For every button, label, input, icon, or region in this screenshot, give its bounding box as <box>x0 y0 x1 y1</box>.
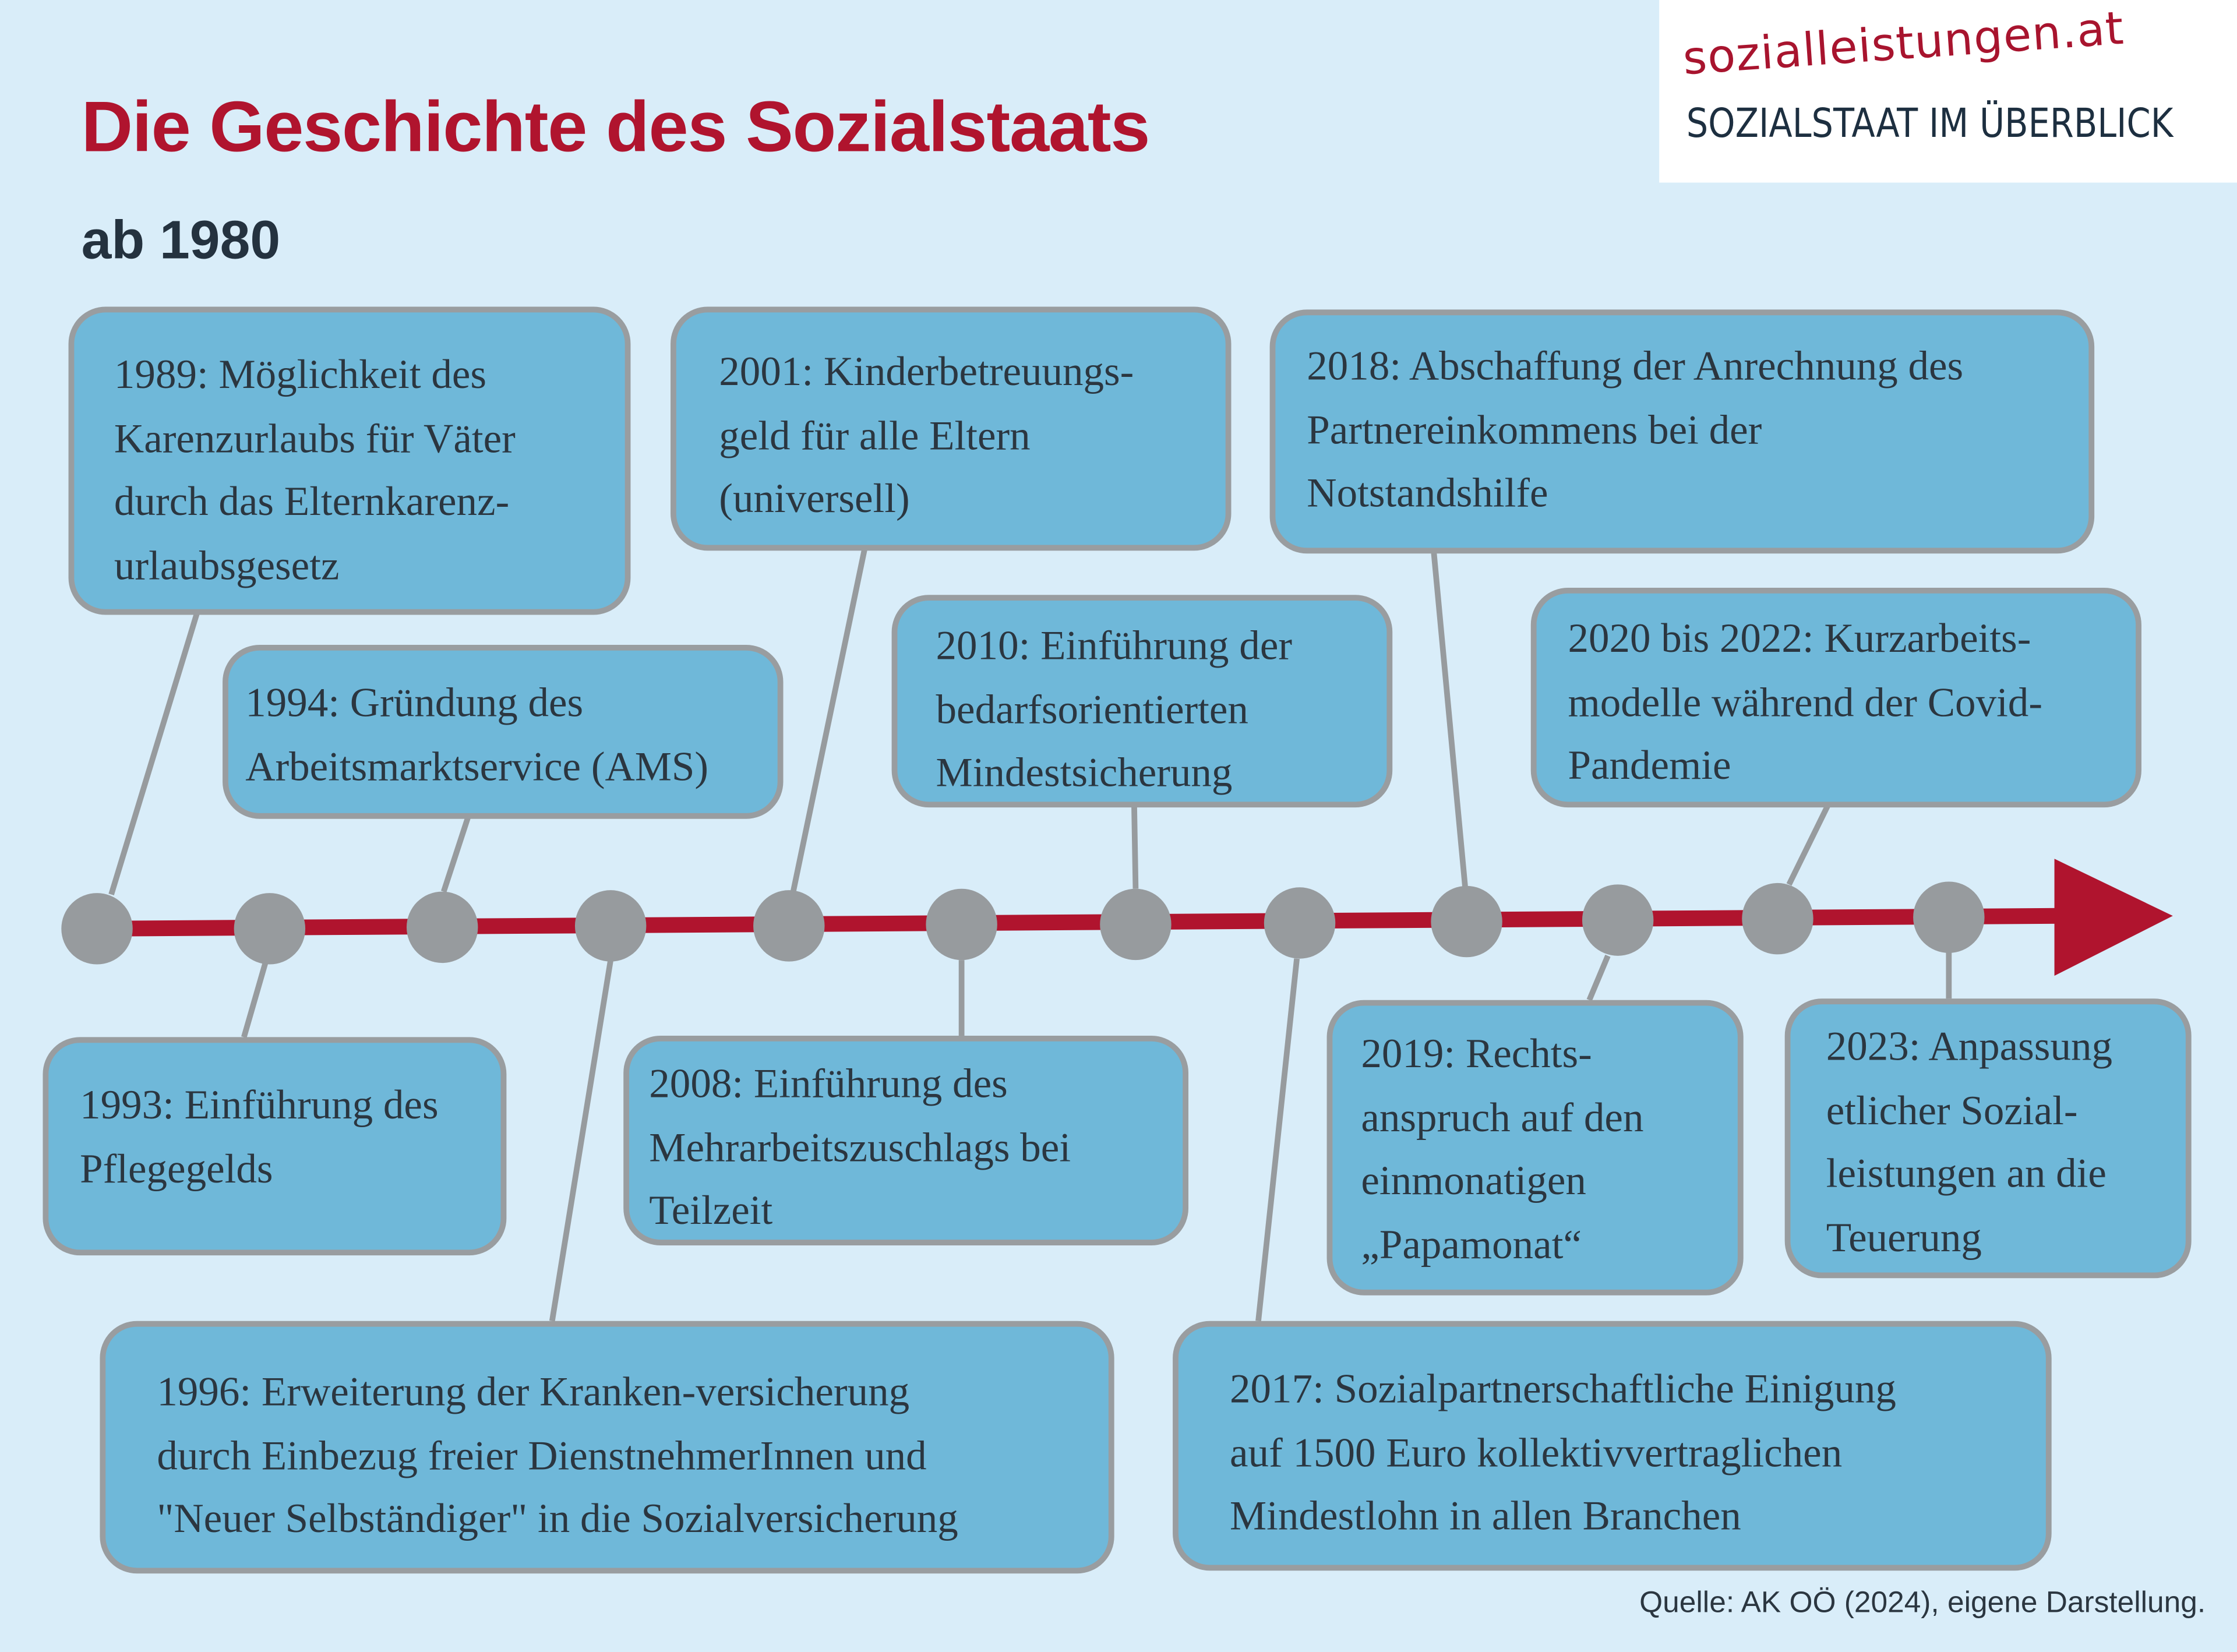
connector-2020 <box>1789 806 1827 885</box>
event-box-2010: 2010: Einführung der bedarfsorientierten Mindestsicherung <box>892 595 1393 807</box>
logo-wordmark: sozialleistungen.at <box>1681 1 2126 86</box>
timeline-dot-2019 <box>1582 884 1653 955</box>
event-box-2019: 2019: Rechts- anspruch auf den einmonatigen „Papamonat“ <box>1327 1000 1744 1296</box>
timeline-dot-1994 <box>407 892 478 963</box>
connector-1989 <box>111 613 197 894</box>
connector-2001 <box>793 549 865 892</box>
event-box-2001: 2001: Kinderbetreuungs- geld für alle Eltern (universell) <box>671 307 1231 551</box>
event-box-2017: 2017: Sozialpartnerschaftliche Einigung auf 1500 Euro kollektivvertraglichen Mindestlohn in allen Branchen <box>1173 1321 2052 1571</box>
event-box-1993: 1993: Einführung des Pflegegelds <box>43 1037 506 1255</box>
connector-2019 <box>1589 956 1608 1000</box>
timeline-arrow-icon <box>2055 859 2173 976</box>
timeline-dot-2018 <box>1431 886 1502 957</box>
timeline-dot-2017 <box>1264 887 1335 958</box>
event-box-2023: 2023: Anpassung etlicher Sozial- leistungen an die Teuerung <box>1785 998 2192 1278</box>
event-box-1994: 1994: Gründung des Arbeitsmarktservice (AMS) <box>223 645 783 819</box>
connector-2010 <box>1134 806 1135 889</box>
connector-1996 <box>552 960 611 1321</box>
connector-1994 <box>444 817 468 891</box>
timeline-dot-1996 <box>575 890 646 961</box>
source-note: Quelle: AK OÖ (2024), eigene Darstellung. <box>1639 1586 2206 1619</box>
page-subtitle: ab 1980 <box>81 211 281 271</box>
timeline-dot-2020 <box>1742 883 1813 954</box>
logo-tagline: SOZIALSTAAT IM ÜBERBLICK <box>1686 100 2174 147</box>
event-box-1996: 1996: Erweiterung der Kranken-versicherung durch Einbezug freier DienstnehmerInnen und "Neuer Selbständiger" in die Sozialversicherung <box>100 1321 1114 1573</box>
timeline-dot-1989 <box>61 893 132 964</box>
connector-1993 <box>244 963 266 1037</box>
event-box-2008: 2008: Einführung des Mehrarbeitszuschlags bei Teilzeit <box>623 1036 1188 1245</box>
page-title: Die Geschichte des Sozialstaats <box>81 87 1150 167</box>
connector-2018 <box>1434 552 1465 888</box>
timeline-dot-1993 <box>234 893 305 964</box>
timeline-dot-2023 <box>1913 881 1984 952</box>
event-box-1989: 1989: Möglichkeit des Karenzurlaubs für Väter durch das Elternkarenz- urlaubsgesetz <box>69 307 631 615</box>
timeline-dot-2010 <box>1100 889 1171 960</box>
connector-2017 <box>1258 959 1297 1321</box>
timeline-dot-2001 <box>753 890 824 961</box>
event-box-2018: 2018: Abschaffung der Anrechnung des Partnereinkommens bei der Notstandshilfe <box>1270 309 2095 553</box>
timeline-dot-2008 <box>926 889 997 960</box>
event-box-2020: 2020 bis 2022: Kurzarbeits- modelle während der Covid- Pandemie <box>1531 588 2141 807</box>
